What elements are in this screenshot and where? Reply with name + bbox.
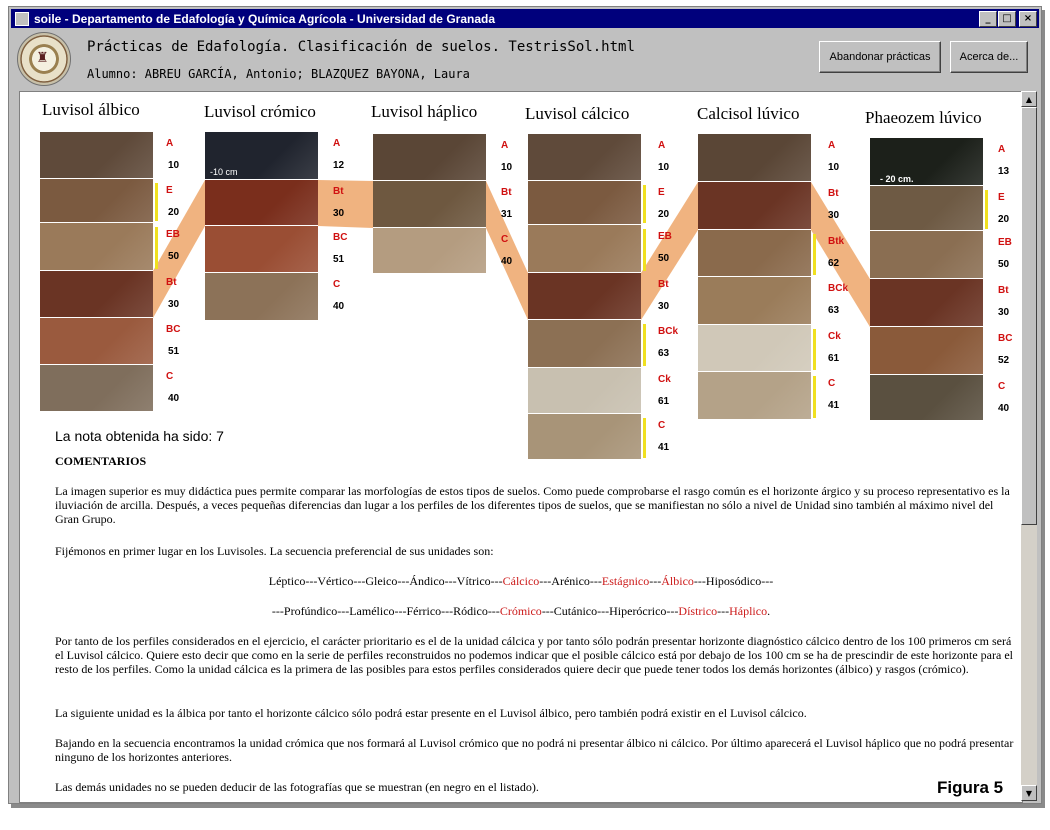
horizon-marker-bar bbox=[643, 185, 646, 223]
soil-horizon-photo bbox=[373, 134, 486, 181]
scroll-up-arrow[interactable]: ▲ bbox=[1021, 91, 1037, 107]
highlighted-unit: Háplico bbox=[729, 604, 768, 618]
horizon-label: C bbox=[828, 378, 836, 389]
soil-horizon-photo bbox=[698, 372, 811, 420]
soil-horizon-photo bbox=[698, 182, 811, 230]
soil-horizon-photo bbox=[528, 414, 641, 460]
maximize-button[interactable]: □ bbox=[998, 11, 1016, 27]
horizon-depth: 30 bbox=[828, 210, 840, 221]
window-title: soile - Departamento de Edafología y Química Agrícola - Universidad de Granada bbox=[34, 11, 496, 26]
paragraph-2: Fijémonos en primer lugar en los Luvisoles. La secuencia preferencial de sus unidades son: bbox=[55, 544, 494, 558]
horizon-label: A bbox=[333, 138, 341, 149]
horizon-depth: 20 bbox=[658, 209, 670, 220]
horizon-label: BC bbox=[166, 324, 181, 335]
scale-label: -10 cm bbox=[210, 167, 238, 177]
highlighted-unit: Cálcico bbox=[502, 574, 540, 588]
horizon-depth: 20 bbox=[168, 207, 180, 218]
horizon-label: EB bbox=[166, 229, 180, 240]
correlation-band bbox=[811, 182, 870, 327]
horizon-marker-bar bbox=[643, 229, 646, 271]
profile-title: Luvisol cálcico bbox=[525, 104, 630, 123]
seal-icon bbox=[17, 32, 71, 86]
horizon-label: C bbox=[333, 279, 341, 290]
app-icon[interactable] bbox=[15, 12, 29, 26]
unit-text: ---Profúndico---Lamélico---Férrico---Ródico--- bbox=[271, 604, 500, 618]
horizon-label: A bbox=[501, 140, 509, 151]
unit-text: ---Arénico--- bbox=[539, 574, 602, 588]
horizon-depth: 40 bbox=[168, 393, 180, 404]
paragraph-1: La imagen superior es muy didáctica pues permite comparar las morfologías de estos tipos de suelos. Como puede comprobarse el rasgo común es el horizonte árgico y su proceso representativo es la iluviación de arcilla. Después, a veces pequeñas diferencias dan lugar a los perfiles de los diferentes tipos de suelos, que se manifiestan no sólo a nivel de Unidad sino también al máximo nivel del Gran Grupo. bbox=[55, 484, 1010, 526]
soil-horizon-photo bbox=[870, 231, 983, 279]
horizon-label: Bt bbox=[333, 186, 344, 197]
horizon-depth: 10 bbox=[658, 162, 670, 173]
app-header bbox=[11, 29, 1039, 89]
horizon-depth: 50 bbox=[168, 251, 180, 262]
horizon-label: Bt bbox=[501, 187, 512, 198]
horizon-marker-bar bbox=[643, 418, 646, 458]
soil-horizon-photo bbox=[698, 277, 811, 325]
content-pane bbox=[19, 91, 1023, 803]
soil-horizon-photo bbox=[40, 318, 153, 365]
soil-horizon-photo bbox=[40, 365, 153, 412]
correlation-band bbox=[486, 181, 528, 320]
paragraph-6: Las demás unidades no se pueden deducir de las fotografías que se muestran (en negro en el listado). bbox=[55, 780, 539, 794]
soil-horizon-photo bbox=[40, 223, 153, 271]
soil-horizon-photo bbox=[698, 230, 811, 277]
soil-horizon-photo bbox=[528, 225, 641, 273]
soil-horizon-photo bbox=[870, 327, 983, 375]
unit-text: --- bbox=[649, 574, 662, 588]
horizon-depth: 20 bbox=[998, 214, 1010, 225]
horizon-depth: 30 bbox=[658, 301, 670, 312]
paragraph-3: Por tanto de los perfiles considerados en el ejercicio, el carácter prioritario es el de la unidad cálcica y por tanto sólo podrán presentar horizonte diagnóstico cálcico dentro de los 100 primeros cm será el Luvisol cálcico. Quiere esto decir que como en la serie de perfiles reconstruidos no podemos indicar que el posible cálcico está por debajo de los 100 cm se ha de prescindir de este horizonte para el resto de los perfiles. Como la unidad cálcica es la primera de las posibles para estos perfiles considerados quiere decir que puede tener todos los demás horizontes (álbico) y rasgos (crómico). bbox=[55, 634, 1013, 676]
horizon-label: C bbox=[501, 234, 509, 245]
paragraph-5: Bajando en la secuencia encontramos la unidad crómica que nos formará al Luvisol crómico que no podrá ni presentar álbico ni cálcico. Por último aparecerá el Luvisol háplico que no podrá presentar ninguno de los horizontes anteriores. bbox=[55, 736, 1014, 764]
horizon-label: A bbox=[658, 140, 666, 151]
comments-title: COMENTARIOS bbox=[55, 454, 147, 468]
horizon-label: C bbox=[998, 381, 1006, 392]
soil-horizon-photo bbox=[40, 179, 153, 223]
scroll-down-arrow[interactable]: ▼ bbox=[1021, 785, 1037, 801]
horizon-depth: 31 bbox=[501, 209, 513, 220]
horizon-label: BC bbox=[333, 232, 348, 243]
highlighted-unit: Estágnico bbox=[601, 574, 650, 588]
horizon-depth: 10 bbox=[501, 162, 513, 173]
crest-icon: ♜ bbox=[36, 50, 49, 66]
page-title: Prácticas de Edafología. Clasificación de suelos. TestrisSol.html bbox=[87, 39, 635, 55]
horizon-depth: 61 bbox=[658, 396, 670, 407]
unit-text: ---Cutánico---Hiperócrico--- bbox=[541, 604, 679, 618]
correlation-band bbox=[153, 180, 205, 318]
soil-horizon-photo bbox=[205, 180, 318, 226]
about-button[interactable]: Acerca de... bbox=[950, 41, 1028, 73]
horizon-depth: 41 bbox=[658, 442, 670, 453]
correlation-band bbox=[641, 182, 698, 320]
soil-horizon-photo bbox=[40, 132, 153, 179]
horizon-depth: 30 bbox=[168, 299, 180, 310]
horizon-label: Bt bbox=[998, 285, 1009, 296]
horizon-label: C bbox=[166, 371, 174, 382]
horizon-label: EB bbox=[998, 237, 1012, 248]
soil-horizon-photo bbox=[698, 134, 811, 182]
app-window bbox=[8, 6, 1042, 804]
horizon-depth: 50 bbox=[998, 259, 1010, 270]
highlighted-unit: Crómico bbox=[499, 604, 542, 618]
soil-horizon-photo bbox=[528, 320, 641, 368]
horizon-label: C bbox=[658, 420, 666, 431]
horizon-marker-bar bbox=[813, 376, 816, 418]
horizon-marker-bar bbox=[813, 234, 816, 275]
soil-horizon-photo bbox=[205, 273, 318, 321]
horizon-depth: 63 bbox=[658, 348, 670, 359]
horizon-marker-bar bbox=[155, 227, 158, 269]
horizon-depth: 13 bbox=[998, 166, 1010, 177]
horizon-label: A bbox=[828, 140, 836, 151]
student-names: Alumno: ABREU GARCÍA, Antonio; BLAZQUEZ BAYONA, Laura bbox=[87, 67, 470, 81]
horizon-label: E bbox=[658, 187, 665, 198]
correlation-band bbox=[318, 180, 373, 228]
soil-horizon-photo bbox=[205, 226, 318, 273]
soil-horizon-photo bbox=[373, 228, 486, 274]
horizon-depth: 51 bbox=[333, 254, 345, 265]
horizon-depth: 51 bbox=[168, 346, 180, 357]
horizon-label: Bt bbox=[166, 277, 177, 288]
horizon-marker-bar bbox=[643, 324, 646, 366]
horizon-label: BC bbox=[998, 333, 1013, 344]
vertical-scrollbar[interactable] bbox=[1021, 91, 1037, 801]
profile-title: Luvisol háplico bbox=[371, 102, 478, 121]
unit-sequence-line-2 bbox=[20, 604, 1022, 619]
horizon-label: E bbox=[166, 185, 173, 196]
soil-horizon-photo bbox=[870, 186, 983, 231]
unit-text: . bbox=[767, 604, 771, 618]
horizon-label: E bbox=[998, 192, 1005, 203]
highlighted-unit: Dístrico bbox=[678, 604, 718, 618]
horizon-label: Ck bbox=[658, 374, 671, 385]
unit-text: --- bbox=[717, 604, 730, 618]
horizon-depth: 30 bbox=[998, 307, 1010, 318]
paragraph-4: La siguiente unidad es la álbica por tanto el horizonte cálcico sólo podrá estar presente en el Luvisol álbico, pero también podrá existir en el Luvisol cálcico. bbox=[55, 706, 807, 720]
soil-horizon-photo bbox=[528, 273, 641, 320]
soil-horizon-photo bbox=[698, 325, 811, 372]
horizon-marker-bar bbox=[813, 329, 816, 370]
profile-title: Calcisol lúvico bbox=[697, 104, 800, 123]
highlighted-unit: Álbico bbox=[661, 574, 694, 588]
quit-practice-button[interactable]: Abandonar prácticas bbox=[819, 41, 941, 73]
horizon-depth: 41 bbox=[828, 400, 840, 411]
horizon-marker-bar bbox=[985, 190, 988, 229]
unit-text: Léptico---Vértico---Gleico---Ándico---Vítrico--- bbox=[268, 574, 503, 588]
horizon-depth: 12 bbox=[333, 160, 345, 171]
horizon-depth: 40 bbox=[998, 403, 1010, 414]
unit-sequence-line-1 bbox=[20, 574, 1022, 589]
soil-horizon-photo bbox=[870, 375, 983, 421]
horizon-depth: 40 bbox=[501, 256, 513, 267]
horizon-label: A bbox=[166, 138, 174, 149]
soil-horizon-photo bbox=[528, 134, 641, 181]
profile-title: Luvisol álbico bbox=[42, 100, 140, 119]
horizon-depth: 63 bbox=[828, 305, 840, 316]
horizon-depth: 30 bbox=[333, 208, 345, 219]
horizon-label: A bbox=[998, 144, 1006, 155]
scale-label: - 20 cm. bbox=[880, 174, 914, 184]
soil-horizon-photo bbox=[528, 368, 641, 414]
horizon-marker-bar bbox=[155, 183, 158, 221]
horizon-depth: 10 bbox=[828, 162, 840, 173]
soil-horizon-photo bbox=[373, 181, 486, 228]
horizon-label: Btk bbox=[828, 236, 845, 247]
unit-text: ---Hiposódico--- bbox=[693, 574, 774, 588]
horizon-depth: 61 bbox=[828, 353, 840, 364]
horizon-label: Ck bbox=[828, 331, 841, 342]
horizon-label: EB bbox=[658, 231, 672, 242]
horizon-label: BCk bbox=[658, 326, 679, 337]
horizon-label: Bt bbox=[828, 188, 839, 199]
horizon-depth: 62 bbox=[828, 258, 840, 269]
minimize-button[interactable]: _ bbox=[979, 11, 997, 27]
horizon-depth: 52 bbox=[998, 355, 1010, 366]
horizon-depth: 10 bbox=[168, 160, 180, 171]
soil-horizon-photo bbox=[528, 181, 641, 225]
grade-text: La nota obtenida ha sido: 7 bbox=[55, 428, 224, 444]
horizon-label: BCk bbox=[828, 283, 849, 294]
title-bar[interactable] bbox=[11, 9, 1039, 28]
close-button[interactable]: × bbox=[1019, 11, 1037, 27]
soil-horizon-photo bbox=[40, 271, 153, 318]
profile-title: Luvisol crómico bbox=[204, 102, 316, 121]
scroll-thumb[interactable] bbox=[1021, 107, 1037, 525]
horizon-depth: 50 bbox=[658, 253, 670, 264]
figure-label: Figura 5 bbox=[937, 778, 1004, 797]
soil-horizon-photo bbox=[870, 279, 983, 327]
horizon-label: Bt bbox=[658, 279, 669, 290]
horizon-depth: 40 bbox=[333, 301, 345, 312]
profile-title: Phaeozem lúvico bbox=[865, 108, 982, 127]
